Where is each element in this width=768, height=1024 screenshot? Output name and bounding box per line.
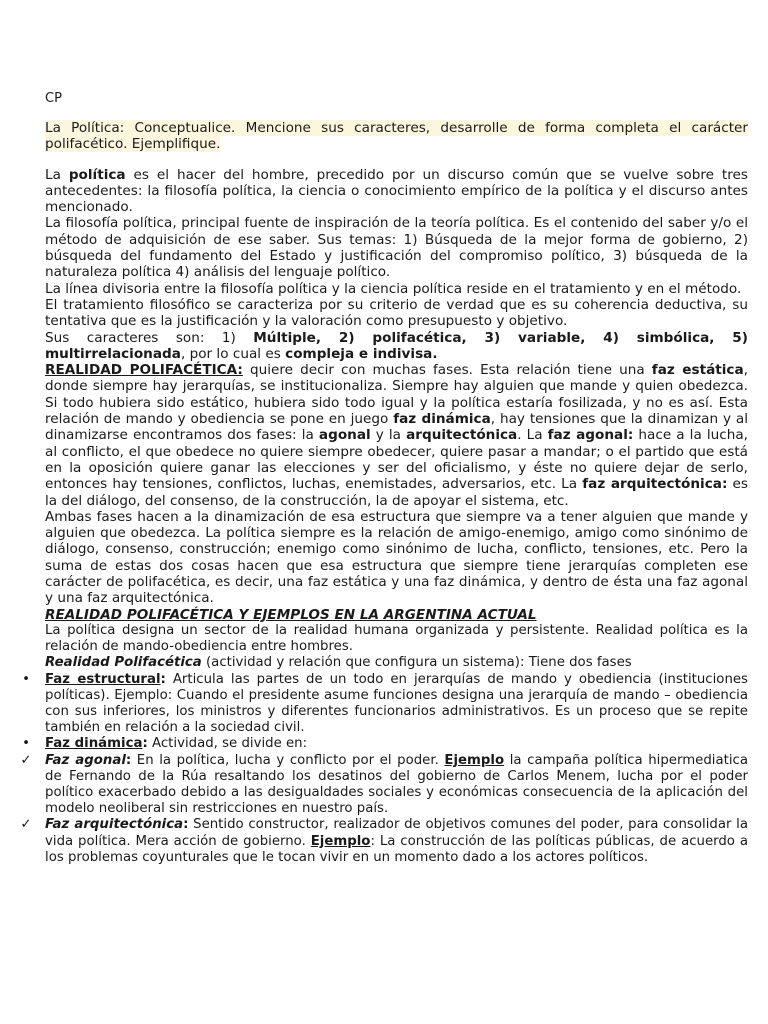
term-compleja-indivisa: compleja e indivisa. [285,345,438,362]
term-faz-dinamica: faz dinámica [393,411,491,428]
heading-realidad-polifacetica: REALIDAD POLIFACÉTICA: [45,362,243,379]
label-ejemplo: Ejemplo [310,833,371,849]
label-faz-dinamica: Faz dinámica [45,736,143,752]
paragraph-realidad-polifacetica: REALIDAD POLIFACÉTICA: quiere decir con muchas fases. Esta relación tiene una faz estática, donde siempre hay jerarquías, se institucionaliza. Siempre hay alguien que mande y quien obedezca. Si todo hubiera sido estático, hubiera sido todo igual y la política estaría fosilizada, y no es así. Esta relación de mando y obediencia se pone en juego faz dinámica, hay tensiones que la dinamizan y al dinamizarse encontramos dos fases: la agonal y la arquitectónica. La faz agonal: hace a la lucha, al conflicto, el que obedece no quiere siempre obedecer, quiere pasar a mandar; o el partido que está en la oposición quiere ganar las elecciones y ser del oficialismo, y éste no quiere dejar de serlo, entonces hay tensiones, conflictos, luchas, enemistades, adversarios, etc. La faz arquitectónica: es la del diálogo, del consenso, de la construcción, la de apoyar el sistema, etc. [45,362,748,509]
label-faz-agonal: Faz agonal [45,752,126,768]
paragraph-ambas-fases: Ambas fases hacen a la dinamización de esa estructura que siempre va a tener alguien que mande y alguien que obedezca. La política siempre es la relación de amigo-enemigo, amigo como sinónimo de diálogo, consenso, construcción; enemigo como sinónimo de lucha, conflicto, tensiones, etc. Pero la suma de estas dos cosas hacen que esa estructura que siempre tiene jerarquías completen ese carácter de polifacética, es decir, una faz estática y una faz dinámica, y dentro de ésta una faz agonal y una faz arquitectónica. [45,508,748,607]
document-header: CP [45,91,62,106]
question-highlight: La Política: Conceptualice. Mencione sus caracteres, desarrolle de forma completa el carácter polifacético. Ejemplifique. [45,120,748,153]
label-faz-estructural: Faz estructural [45,671,161,687]
list-item-faz-estructural: • Faz estructural: Articula las partes de un todo en jerarquías de mando y obediencia (instituciones políticas). Ejemplo: Cuando el presidente asume funciones designa una jerarquía de mando – obediencia con sus inferiores, los ministros y diferentes funcionarios administrativos. Es un proceso que se repite también en relación a la sociedad civil. [45,672,748,737]
term-politica: política [68,166,126,183]
list-item-faz-arquitectonica: ✓ Faz arquitectónica: Sentido constructor, realizador de objetivos comunes del poder, para consolidar la vida política. Mera acción de gobierno. Ejemplo: La construcción de las políticas públicas, de acuerdo a los problemas coyunturales que le tocan vivir en un momento dado a los actores políticos. [20,817,748,865]
paragraph-tratamiento-filosofico: El tratamiento filosófico se caracteriza por su criterio de verdad que es su coherencia deductiva, su tentativa que es la justificación y la valoración como presupuesto y objetivo. [45,296,748,330]
question-text [45,120,748,153]
term-arquitectonica: arquitectónica [406,427,518,444]
term-faz-arquitectonica: faz arquitectónica: [582,476,728,493]
bullet-icon: • [22,736,30,752]
checkmark-icon: ✓ [20,817,32,833]
paragraph-politica-definition: La política es el hacer del hombre, precedido por un discurso común que se vuelve sobre tres antecedentes: la filosofía política, la ciencia o conocimiento empírico de la política y el discurso antes mencionado. [45,166,748,216]
paragraph-caracteres: Sus caracteres son: 1) Múltiple, 2) polifacética, 3) variable, 4) simbólica, 5) multirrelacionada, por lo cual es compleja e indivisa. [45,329,748,362]
term-agonal: agonal [318,427,371,444]
term-faz-estatica: faz estática [651,362,744,379]
label-faz-arquitectonica: Faz arquitectónica [45,817,184,833]
paragraph-linea-divisoria: La línea divisoria entre la filosofía política y la ciencia política reside en el tratamiento y en el método. [45,280,742,297]
checkmark-icon: ✓ [20,752,32,768]
list-item-faz-dinamica: • Faz dinámica: Actividad, se divide en: [45,736,748,752]
paragraph-designa-sector: La política designa un sector de la realidad humana organizada y persistente. Realidad política es la relación de mando-obediencia entre hombres. [45,622,748,655]
term-realidad-polifacetica: Realidad Polifacética [45,655,202,671]
paragraph-realidad-polifacetica-fases: Realidad Polifacética (actividad y relación que configura un sistema): Tiene dos fases [45,655,632,671]
term-faz-agonal: faz agonal: [547,427,634,444]
paragraph-filosofia-politica: La filosofía política, principal fuente de inspiración de la teoría política. Es el contenido del saber y/o el método de adquisición de ese saber. Sus temas: 1) Búsqueda de la mejor forma de gobierno, 2) búsqueda del fundamento del Estado y justificación del compromiso político, 3) búsqueda de la naturaleza política 4) análisis del lenguaje político. [45,215,748,281]
bullet-icon: • [22,671,30,687]
list-item-faz-agonal: ✓ Faz agonal: En la política, lucha y conflicto por el poder. Ejemplo la campaña política hipermediatica de Fernando de la Rúa resaltando los desatinos del gobierno de Carlos Menem, lucha por el poder político exacerbado debido a las desigualdades sociales y económicas consecuencia de la aplicación del modelo neoliberal sin restricciones en nuestro país. [20,752,748,817]
caracteres-list: Múltiple, 2) polifacética, 3) variable, 4) simbólica, 5) multirrelacionada [45,329,748,362]
label-ejemplo: Ejemplo [444,752,505,768]
heading-ejemplos-argentina: REALIDAD POLIFACÉTICA Y EJEMPLOS EN LA ARGENTINA ACTUAL [45,606,537,623]
